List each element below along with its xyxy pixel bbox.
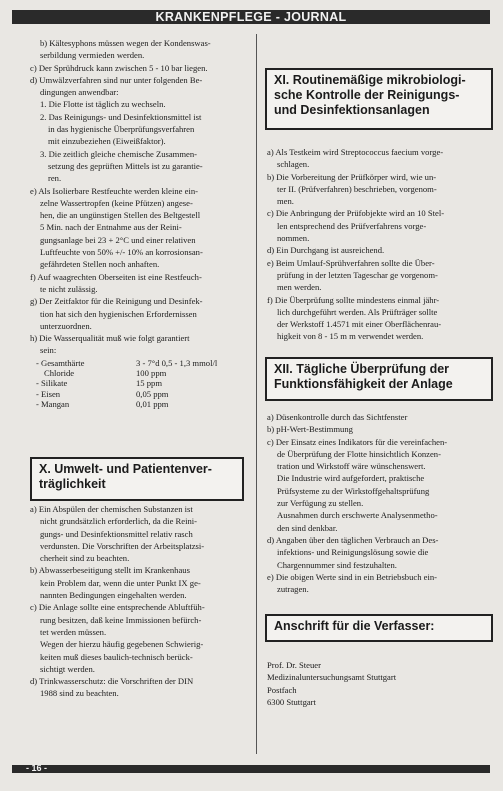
text-line: d) Trinkwasserschutz: die Vorschriften der DIN — [30, 676, 194, 687]
water-quality-row — [30, 389, 248, 399]
text-line: c) Der Sprühdruck kann zwischen 5 - 10 bar liegen. — [30, 62, 208, 73]
condition-line: mit einzubeziehen (Eiweißfaktor). — [48, 136, 166, 147]
text-line: c) Die Anbringung der Prüfobjekte wird an 10 Stel- — [267, 208, 445, 219]
address-block — [267, 660, 485, 709]
section-xii-body — [267, 412, 485, 596]
text-line: d) Umwälzverfahren sind nur unter folgenden Be- — [30, 74, 203, 85]
section-xi-title: XI. Routinemäßige mikrobiologi- sche Kontrolle der Reinigungs- und Desinfektionsanlagen — [274, 73, 466, 117]
water-quality-row — [30, 378, 248, 388]
text-line: h) Die Wasserqualität muß wie folgt garantiert — [30, 333, 190, 344]
text-line: gungs- und Desinfektionsmittel relativ rasch — [40, 528, 193, 539]
condition-line: 2. Das Reinigungs- und Desinfektionsmittel ist — [40, 111, 202, 122]
text-line: dingungen anwendbar: — [40, 87, 119, 98]
text-line: tion hat sich den hygienischen Erfordernissen — [40, 308, 197, 319]
section-x-title: X. Umwelt- und Patientenver- träglichkeit — [39, 462, 212, 491]
text-line: zutragen. — [277, 584, 309, 595]
text-line: zelne Wassertropfen (keine Pfützen) angese- — [40, 197, 193, 208]
text-line: infektions- und Reinigungslösung sowie die — [277, 547, 429, 558]
text-line: a) Als Testkeim wird Streptococcus faecium vorge- — [267, 147, 444, 157]
text-line: hen, die an ungünstigen Stellen des Beltgestell — [40, 210, 201, 221]
text-line: e) Die obigen Werte sind in ein Betriebsbuch ein- — [267, 571, 438, 582]
text-line: sein: — [40, 345, 57, 356]
section-xii-title: XII. Tägliche Überprüfung der Funktionsfähigkeit der Anlage — [274, 362, 453, 391]
text-line: len entsprechend des Prüfverfahrens vorge- — [277, 220, 427, 231]
text-line: 1988 sind zu beachten. — [40, 688, 119, 699]
text-line: keiten muß dieses baulich-technisch berück- — [40, 651, 193, 662]
text-line: b) Die Vorbereitung der Prüfkörper wird, wie un- — [267, 171, 437, 182]
text-line: nicht grundsätzlich erforderlich, da die Reini- — [40, 516, 198, 527]
text-line: men werden. — [277, 282, 322, 293]
water-quality-value: 0,01 ppm — [136, 398, 169, 409]
section-xi-heading — [265, 68, 493, 130]
condition-line: setzung des geprüften Mittels ist zu garantie- — [48, 160, 203, 171]
page-number: - 16 - — [26, 763, 48, 773]
text-line: lich durchgeführt werden. Als Prüfträger sollte — [277, 306, 438, 317]
condition-line: 1. Die Flotte ist täglich zu wechseln. — [40, 99, 166, 110]
water-quality-row — [30, 358, 248, 368]
journal-title: KRANKENPFLEGE - JOURNAL — [155, 10, 347, 24]
text-line: kein Problem dar, wenn die unter Punkt IX ge- — [40, 577, 201, 588]
text-line: d) Ein Durchgang ist ausreichend. — [267, 245, 385, 256]
column-divider — [256, 34, 257, 754]
water-quality-label: Chloride — [44, 368, 75, 379]
text-line: den sind denkbar. — [277, 522, 338, 533]
water-quality-value: 15 ppm — [136, 378, 163, 389]
text-line: 5 Min. nach der Entnahme aus der Reini- — [40, 222, 182, 233]
water-quality-label: - Eisen — [36, 388, 61, 399]
text-line: d) Angaben über den täglichen Verbrauch an Des- — [267, 534, 439, 545]
text-line: verdunsten. Die Vorschriften der Arbeitsplatzsi- — [40, 540, 205, 551]
text-line: a) Düsenkontrolle durch das Sichtfenster — [267, 412, 408, 422]
text-line: f) Auf waagrechten Oberseiten ist eine Restfeuch- — [30, 271, 202, 282]
water-quality-value: 100 ppm — [136, 368, 167, 379]
text-line: ter II. (Prüfverfahren) beschrieben, vorgenom- — [277, 183, 437, 194]
text-line: Die Industrie wird aufgefordert, praktische — [277, 473, 425, 484]
address-line: 6300 Stuttgart — [267, 696, 316, 707]
text-line: higkeit von 8 - 15 m m verwendet werden. — [277, 331, 424, 342]
text-line: rung besitzen, daß keine Immissionen befürch- — [40, 614, 202, 625]
journal-header-bar — [12, 10, 490, 24]
condition-line: in das hygienische Überprüfungsverfahren — [48, 124, 195, 135]
water-quality-row — [30, 368, 248, 378]
text-line: c) Der Einsatz eines Indikators für die vereinfachen- — [267, 436, 448, 447]
text-line: g) Der Zeitfaktor für die Reinigung und Desinfek- — [30, 296, 203, 307]
address-title: Anschrift für die Verfasser: — [274, 619, 435, 633]
text-line: de Überprüfung der Flotte hinsichtlich Konzen- — [277, 448, 441, 459]
text-line: f) Die Überprüfung sollte mindestens einmal jähr- — [267, 294, 440, 305]
text-line: serbildung vermieden werden. — [40, 50, 145, 61]
section-xi-body — [267, 147, 485, 344]
section-x-heading — [30, 457, 244, 501]
text-line: Chargennummer sind festzuhalten. — [277, 559, 397, 570]
text-line: nommen. — [277, 233, 310, 244]
text-line: cherheit sind zu beachten. — [40, 553, 130, 564]
text-line: prüfung in der letzten Tageschar ge vorgenom- — [277, 269, 438, 280]
text-line: Luftfeuchte von 50% +/- 10% an korrosionsan- — [40, 247, 203, 258]
address-line: Medizinaluntersuchungsamt Stuttgart — [267, 672, 397, 683]
text-line: zur Verfügung zu stellen. — [277, 498, 364, 509]
text-line: tration und Wirkstoff wäre wünschenswert. — [277, 461, 426, 472]
text-line: der Werkstoff 1.4571 mit einer Oberflächenrau- — [277, 319, 442, 330]
text-line: a) Ein Abspülen der chemischen Substanzen ist — [30, 504, 193, 514]
text-line: b) pH-Wert-Bestimmung — [267, 424, 353, 435]
text-line: gefährdeten Stellen noch anhaften. — [40, 259, 160, 270]
text-line: c) Die Anlage sollte eine entsprechende Abluftfüh- — [30, 602, 205, 613]
text-line: Wegen der hierzu häufig gegebenen Schwierig- — [40, 639, 204, 650]
text-line: b) Kältesyphons müssen wegen der Kondenswas- — [40, 38, 211, 48]
water-quality-row — [30, 399, 248, 409]
condition-line: ren. — [48, 173, 62, 184]
address-line: Prof. Dr. Steuer — [267, 660, 321, 670]
text-line: schlagen. — [277, 159, 310, 170]
text-line: Prüfsysteme zu der Wirkstoffgehaltsprüfung — [277, 485, 430, 496]
water-quality-label: - Gesamthärte — [36, 357, 85, 368]
address-line: Postfach — [267, 684, 297, 695]
water-quality-value: 0,05 ppm — [136, 388, 169, 399]
text-line: tet werden müssen. — [40, 626, 107, 637]
text-line: e) Beim Umlauf-Sprühverfahren sollte die Über- — [267, 257, 435, 268]
text-line: sichtigt werden. — [40, 663, 95, 674]
text-line: unterzuordnen. — [40, 320, 92, 331]
section-xii-heading — [265, 357, 493, 401]
text-line: Ausnahmen durch erschwerte Analysenmetho- — [277, 510, 438, 521]
address-heading — [265, 614, 493, 642]
condition-line: 3. Die zeitlich gleiche chemische Zusammen- — [40, 148, 198, 159]
water-quality-label: - Silikate — [36, 378, 68, 389]
text-line: nannten Bedingungen eingehalten werden. — [40, 590, 187, 601]
text-line: te nicht zulässig. — [40, 283, 98, 294]
left-column-top — [30, 38, 248, 409]
text-line: e) Als Isolierbare Restfeuchte werden kleine ein- — [30, 185, 198, 196]
text-line: men. — [277, 196, 294, 207]
text-line: b) Abwasserbeseitigung stellt im Krankenhaus — [30, 565, 190, 576]
water-quality-value: 3 - 7°d 0,5 - 1,3 mmol/l — [136, 357, 218, 368]
water-quality-label: - Mangan — [36, 398, 70, 409]
left-column-bottom — [30, 504, 248, 701]
text-line: gungsanlage bei 23 + 2°C und einer relativen — [40, 234, 196, 245]
footer-bar — [12, 765, 490, 773]
